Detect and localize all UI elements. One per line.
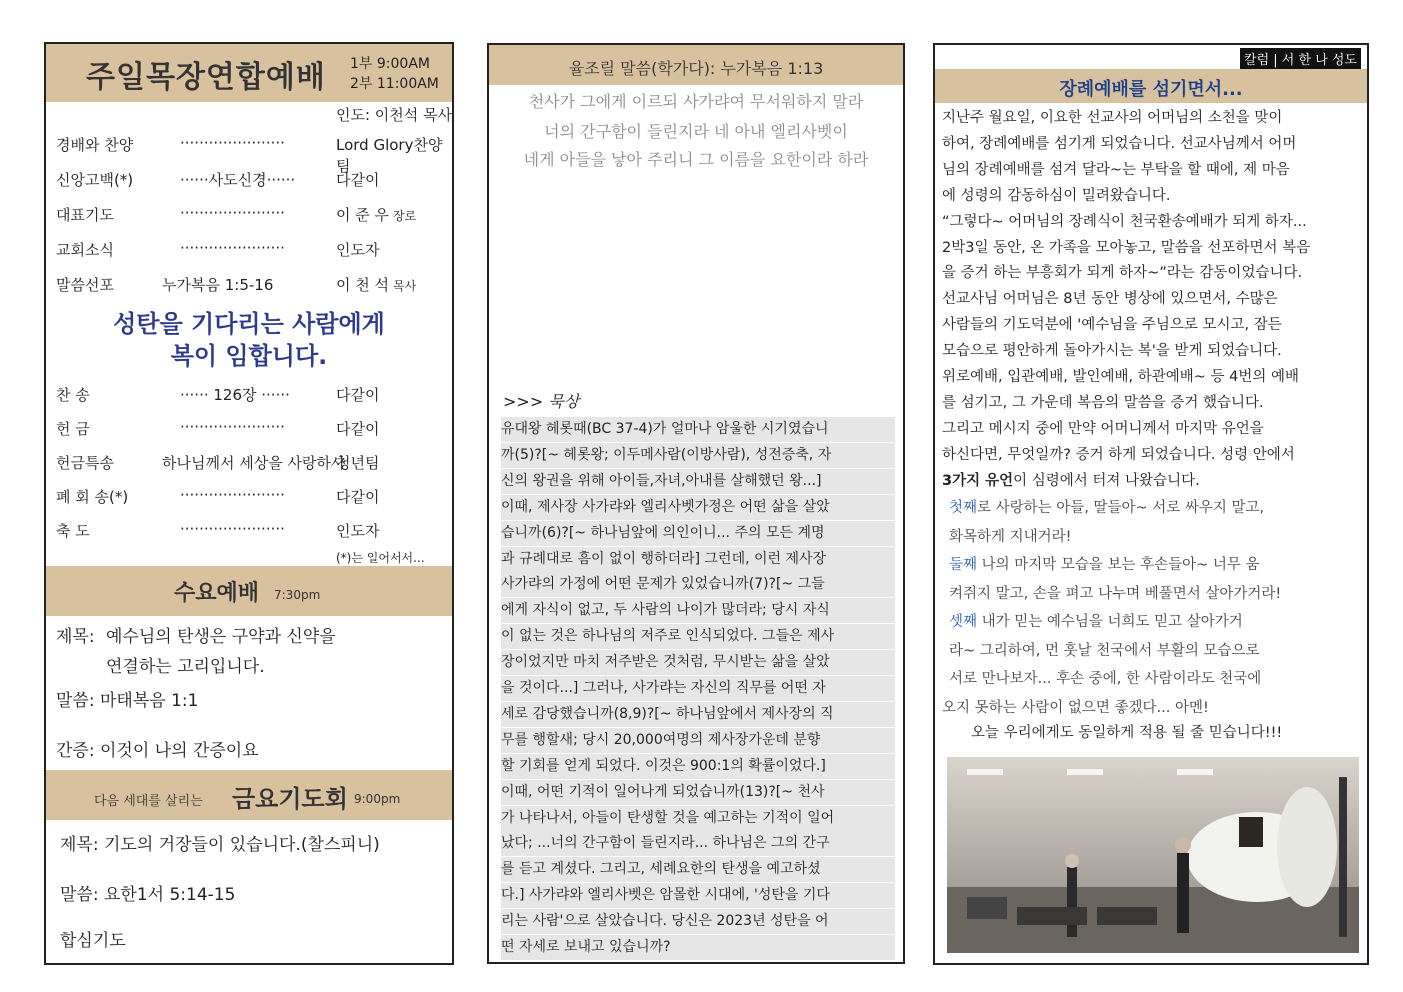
will-text: 나의 마지막 모습을 보는 후손들아~ 너무 움 — [977, 557, 1260, 573]
wednesday-time: 7:30pm — [274, 588, 321, 602]
order-detail: ······사도신경······ — [180, 171, 296, 189]
meditation-line: 다.] 사가랴와 엘리사벳은 암몰한 시대에, '성탄을 기다 — [501, 883, 895, 908]
standing-note: (*)는 일어서서... — [336, 551, 425, 565]
wednesday-subject-line-1: 예수님의 탄생은 구약과 신약을 — [106, 627, 336, 647]
friday-time: 9:00pm — [354, 792, 401, 806]
column-line: 님의 장례예배를 섬겨 달라~는 부탁을 할 때에, 제 마음 — [942, 161, 1290, 178]
order-person-name: 다같이 — [336, 171, 380, 189]
meditation-line: 할 기회를 얻게 되었다. 이것은 900:1의 확률이었다.] — [501, 754, 895, 779]
wednesday-subject-label: 제목: — [56, 627, 95, 647]
memory-verse-header — [489, 45, 903, 85]
order-person — [336, 204, 416, 225]
meditation-line: 세로 감당했습니까(8,9)?[~ 하나님앞에서 제사장의 직 — [501, 702, 895, 727]
sunday-title: 주일목장연합예배 — [86, 60, 326, 95]
order-item: 말씀선포 — [56, 276, 114, 294]
order-person — [336, 384, 379, 405]
order-item: 신앙고백(*) — [56, 171, 134, 189]
column-line: 지난주 월요일, 이요한 선교사의 어머님의 소천을 맞이 — [942, 110, 1283, 126]
will-text: 화목하게 지내거라! — [949, 528, 1072, 545]
meditation-line: 무를 행할새; 당시 20,000여명의 제사장가운데 분향 — [501, 728, 895, 753]
column-line: “그렇다~ 어머님의 장례식이 천국환송예배가 되게 하자... — [942, 213, 1307, 230]
meditation-line: 신의 왕권을 위해 아이들,자녀,아내를 살해했던 왕...] — [501, 469, 895, 494]
column-line: 그리고 메시지 중에 만약 어머니께서 마지막 유언을 — [942, 420, 1264, 437]
order-person-title: 목사 — [393, 279, 417, 293]
three-wills-emphasis: 3가지 유언 — [942, 472, 1014, 489]
order-row — [56, 274, 448, 300]
column-line: 2박3일 동안, 온 가족을 모아놓고, 말씀을 선포하면서 복음 — [942, 239, 1311, 256]
order-person — [336, 169, 379, 190]
will-line — [949, 581, 1360, 607]
column-line: 하신다면, 무엇일까? 증거 하게 되었습니다. 성령 안에서 — [942, 446, 1295, 463]
meditation-line: 습니까(6)?[~ 하나님앞에 의인이니... 주의 모든 계명 — [501, 521, 895, 546]
friday-word: 말씀: 요한1서 5:14-15 — [60, 885, 236, 905]
verse-line-2: 너의 간구함이 들린지라 네 아내 엘리사벳이 — [544, 122, 848, 141]
will-text: 오지 못하는 사람이 없으면 좋겠다... 아멘! — [942, 699, 1209, 716]
meditation-heading: >>> 묵상 — [503, 392, 580, 411]
order-item: 축 도 — [56, 522, 90, 540]
will-line — [942, 695, 1360, 721]
order-person-name: 다같이 — [336, 488, 380, 506]
column-line: 에 성령의 감동하심이 밀려왔습니다. — [942, 187, 1171, 204]
order-detail: ······················ — [180, 520, 285, 538]
order-detail: ······················ — [180, 239, 285, 257]
column-line: 을 증거 하는 부흥회가 되게 하자~”라는 감동이었습니다. — [942, 265, 1303, 282]
meditation-line: 사가랴의 가정에 어떤 문제가 있었습니까(7)?[~ 그들 — [501, 572, 895, 597]
order-person-name: Lord Glory찬양팀 — [336, 136, 443, 175]
friday-closing: 합심기도 — [60, 931, 126, 951]
order-person — [336, 239, 379, 260]
meditation-line: 리는 사람'으로 살았습니다. 당신은 2023년 성탄을 어 — [501, 909, 895, 934]
friday-subject: 제목: 기도의 거장들이 있습니다.(찰스피니) — [60, 835, 380, 855]
order2-row — [56, 418, 448, 444]
column-header — [935, 69, 1367, 103]
order-detail: ······················ — [180, 486, 285, 504]
meditation-line: 이때, 제사장 사가랴와 엘리사벳가정은 어떤 삶을 살았 — [501, 495, 895, 520]
order-detail: ······················ — [180, 418, 285, 436]
column-closing: 오늘 우리에게도 동일하게 적용 될 줄 믿습니다!!! — [971, 725, 1283, 741]
friday-header — [46, 770, 452, 820]
sunday-header — [46, 44, 452, 102]
verse-line-1: 천사가 그에게 이르되 사가랴여 무서워하지 말라 — [528, 92, 864, 111]
order-person — [336, 520, 379, 541]
column-line: 를 섬기고, 그 가운데 복음의 말씀을 증거 했습니다. — [942, 394, 1264, 411]
order-detail: 누가복음 1:5-16 — [162, 276, 274, 294]
order-item: 경배와 찬양 — [56, 136, 134, 154]
order-person — [336, 418, 379, 439]
meditation-line: 이 없는 것은 하나님의 저주로 인식되었다. 그들은 제사 — [501, 624, 895, 649]
order-person-title: 장로 — [393, 209, 417, 223]
order-person-name: 다같이 — [336, 386, 380, 404]
meditation-line: 를 듣고 계셨다. 그리고, 세례요한의 탄생을 예고하셨 — [501, 857, 895, 882]
order-detail: ······················ — [180, 134, 285, 152]
order-item: 교회소식 — [56, 241, 114, 259]
will-line — [949, 552, 1360, 578]
order-detail: ······················ — [180, 204, 285, 222]
will-number: 셋째 — [949, 614, 978, 630]
order2-row — [56, 384, 448, 410]
order-row — [56, 239, 448, 265]
will-number: 둘째 — [949, 557, 978, 573]
order-person-name: 인도자 — [336, 522, 380, 540]
will-text: 서로 만나보자... 후손 중에, 한 사람이라도 천국에 — [949, 671, 1262, 687]
sermon-title-line-2: 복이 임합니다. — [170, 342, 328, 370]
order-person — [336, 452, 379, 473]
order-person — [336, 486, 379, 507]
sunday-time-1: 1부 9:00AM — [350, 56, 430, 72]
order-row — [56, 169, 448, 195]
will-line — [949, 638, 1360, 664]
will-text: 켜쥐지 말고, 손을 펴고 나누며 베풀면서 살아가거라! — [949, 585, 1282, 602]
meditation-line: 과 규례대로 흠이 없이 행하더라] 그런데, 이런 제사장 — [501, 547, 895, 572]
column-line: 하여, 장례예배를 섬기게 되었습니다. 선교사님께서 어머 — [942, 135, 1297, 152]
meditation-line: 까(5)?[~ 헤롯왕; 이두메사람(이방사람), 성전증축, 자 — [501, 443, 895, 468]
meditation-line: 떤 자세로 보내고 있습니까? — [501, 935, 895, 960]
meditation-line: 가 나타나서, 아들이 탄생할 것을 예고하는 기적이 일어 — [501, 806, 895, 831]
order-person-name: 이 천 석 — [336, 276, 390, 294]
order-item: 폐 회 송(*) — [56, 488, 129, 506]
memory-verse-panel — [487, 43, 905, 964]
order-item: 헌 금 — [56, 420, 90, 438]
column-panel — [933, 43, 1369, 965]
will-text: 라~ 그리하여, 먼 훗날 천국에서 부활의 모습으로 — [949, 642, 1260, 659]
column-line: 모습으로 평안하게 돌아가시는 복'을 받게 되었습니다. — [942, 343, 1282, 360]
order-person-name: 인도자 — [336, 241, 380, 259]
order-detail: ······ 126장 ······ — [180, 386, 290, 404]
column-line: 사람들의 기도덕분에 '예수님을 주님으로 모시고, 잠든 — [942, 317, 1282, 334]
sunday-bulletin-panel — [44, 42, 454, 965]
will-line — [949, 495, 1360, 521]
meditation-line: 이때, 어떤 기적이 일어나게 되었습니까(13)?[~ 천사 — [501, 780, 895, 805]
order-person-name: 이 준 우 — [336, 206, 390, 224]
order2-row — [56, 452, 448, 478]
order-detail: 하나님께서 세상을 사랑하사 — [162, 454, 346, 472]
wednesday-subject-line-2: 연결하는 고리입니다. — [106, 657, 265, 677]
column-line: 선교사님 어머님은 8년 동안 병상에 있으면서, 수많은 — [942, 291, 1278, 308]
order-person-name: 다같이 — [336, 420, 380, 438]
column-line: 3가지 유언이 심령에서 터져 나왔습니다. — [942, 472, 1200, 489]
wednesday-word: 말씀: 마태복음 1:1 — [56, 691, 199, 711]
funeral-photo — [947, 757, 1359, 953]
sunday-time-2: 2부 11:00AM — [350, 76, 439, 92]
will-text: 로 사랑하는 아들, 딸들아~ 서로 싸우지 말고, — [977, 500, 1265, 516]
meditation-line: 을 것이다...] 그러나, 사가랴는 자신의 직무를 어떤 자 — [501, 676, 895, 701]
order-row — [56, 204, 448, 230]
will-number: 첫째 — [949, 500, 978, 516]
wednesday-header — [46, 566, 452, 616]
wednesday-testimony: 간증: 이것이 나의 간증이요 — [56, 741, 259, 761]
sunday-leader: 인도: 이천석 목사 — [336, 106, 453, 124]
verse-line-3: 네게 아들을 낳아 주리니 그 이름을 요한이라 하라 — [523, 150, 869, 169]
meditation-line: 났다; ...너의 간구함이 들린지라... 하나님은 그의 간구 — [501, 831, 895, 856]
order2-row — [56, 486, 448, 512]
sermon-title-line-1: 성탄을 기다리는 사람에게 — [113, 310, 385, 338]
will-line — [949, 666, 1360, 692]
column-line: 위로예배, 입관예배, 발인예배, 하관예배~ 등 4번의 예배 — [942, 369, 1300, 385]
column-badge: 칼럼 | 서 한 나 성도 — [1240, 48, 1361, 69]
order2-row — [56, 520, 448, 546]
order-item: 헌금특송 — [56, 454, 114, 472]
meditation-line: 유대왕 헤롯때(BC 37-4)가 얼마나 암울한 시기였습니 — [501, 417, 895, 442]
will-line — [949, 609, 1360, 635]
friday-prefix: 다음 세대를 살리는 — [94, 794, 203, 809]
friday-title: 금요기도회 — [232, 785, 348, 813]
order-item: 찬 송 — [56, 386, 90, 404]
order-person-name: 청년팀 — [336, 454, 380, 472]
meditation-line: 장이었지만 마치 저주받은 것처럼, 무시받는 삶을 살았 — [501, 650, 895, 675]
will-text: 내가 믿는 예수님을 너희도 믿고 살아가거 — [977, 614, 1243, 630]
memory-verse-title: 율조릴 말씀(학가다): 누가복음 1:13 — [568, 59, 824, 78]
order-item: 대표기도 — [56, 206, 114, 224]
order-person — [336, 274, 416, 295]
meditation-line: 에게 자식이 없고, 두 사람의 나이가 많더라; 당시 자식 — [501, 598, 895, 623]
wednesday-title: 수요예배 — [174, 581, 260, 606]
will-line — [949, 524, 1360, 550]
column-title: 장례예배를 섬기면서... — [1059, 79, 1243, 100]
order-row — [56, 134, 448, 175]
